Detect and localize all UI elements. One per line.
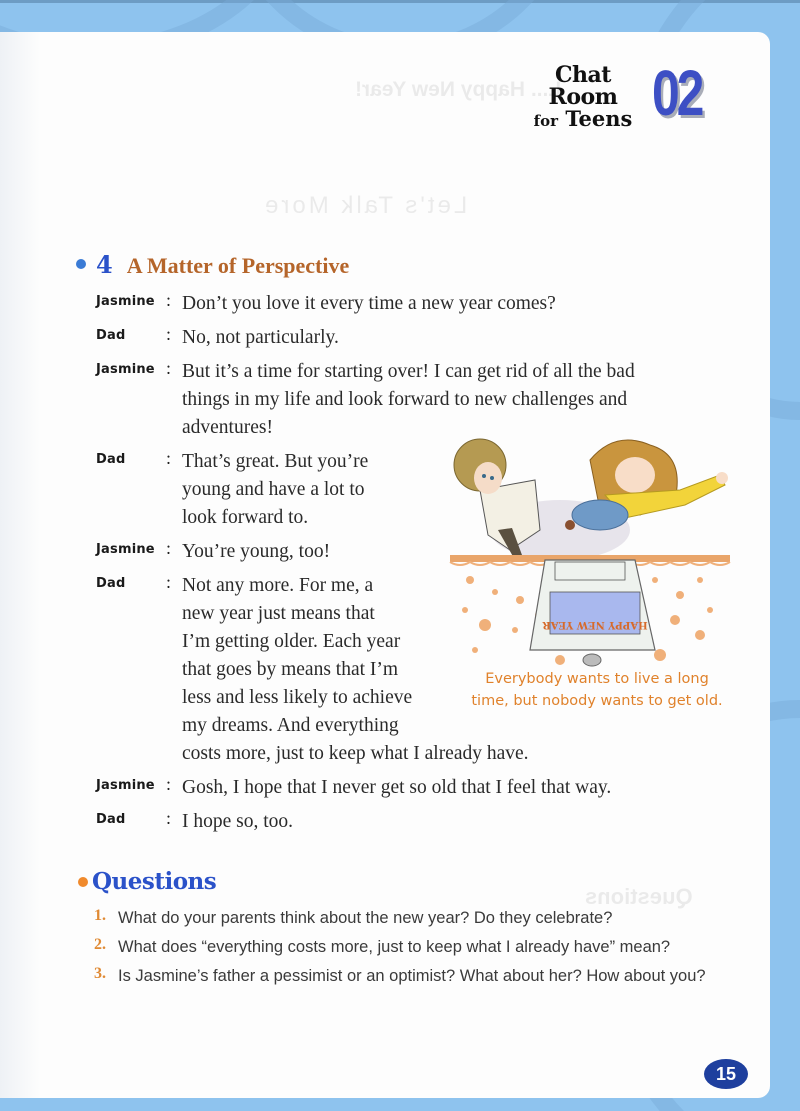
utterance <box>182 808 293 836</box>
section-number: 4 <box>96 250 113 279</box>
questions-title: Questions <box>92 868 217 895</box>
colon: : <box>166 448 172 468</box>
utterance-line: That’s great. But you’re <box>182 451 369 472</box>
utterance-line: Don’t you love it every time a new year comes? <box>182 293 556 314</box>
utterance-line: Not any more. For me, a <box>182 575 374 596</box>
series-title <box>518 64 648 132</box>
colon: : <box>166 358 172 378</box>
utterance-line: costs more, just to keep what I already have. <box>182 743 529 764</box>
binding-shadow <box>0 32 40 1098</box>
utterance-line: that goes by means that I’m <box>182 659 399 680</box>
caption-line: time, but nobody wants to get old. <box>471 693 723 709</box>
question-item <box>94 935 714 960</box>
series-title-line2 <box>518 108 648 132</box>
illustration-caption <box>462 668 732 712</box>
utterance-line: I’m getting older. Each year <box>182 631 401 652</box>
colon: : <box>166 538 172 558</box>
bullet-icon <box>78 877 88 887</box>
svg-text:HAPPY NEW YEAR: HAPPY NEW YEAR <box>542 619 648 630</box>
question-number: 3. <box>94 965 106 982</box>
dialogue-line <box>96 808 736 836</box>
dialogue-line <box>96 324 736 352</box>
question-text: Is Jasmine’s father a pessimist or an optimist? What about her? How about you? <box>118 967 706 985</box>
colon: : <box>166 808 172 828</box>
chapter-number: 02 <box>652 57 702 129</box>
utterance-line: No, not particularly. <box>182 327 339 348</box>
utterance <box>182 290 556 318</box>
question-number: 1. <box>94 907 106 924</box>
utterance-line: new year just means that <box>182 603 375 624</box>
question-item <box>94 964 714 989</box>
utterance <box>182 448 368 532</box>
section-heading <box>76 250 349 279</box>
colon: : <box>166 572 172 592</box>
speaker-name: Jasmine <box>96 294 155 309</box>
speaker-name: Dad <box>96 576 126 591</box>
happy-new-year-sign <box>530 560 655 666</box>
questions-heading <box>78 868 216 895</box>
utterance-line: But it’s a time for starting over! I can get rid of all the bad <box>182 361 635 382</box>
utterance-line: things in my life and look forward to new challenges and <box>182 389 628 410</box>
utterance <box>182 324 339 352</box>
utterance-line: Gosh, I hope that I never get so old that I feel that way. <box>182 777 612 798</box>
speaker-name: Dad <box>96 452 126 467</box>
question-number: 2. <box>94 936 106 953</box>
speaker-name: Jasmine <box>96 778 155 793</box>
questions-list <box>94 906 714 993</box>
utterance-line: I hope so, too. <box>182 811 294 832</box>
bullet-icon <box>76 259 86 269</box>
utterance-line: less and less likely to achieve <box>182 687 413 708</box>
series-title-prefix: for <box>533 112 559 130</box>
utterance <box>182 774 611 802</box>
utterance-line: my dreams. And everything <box>182 715 399 736</box>
ghost-chapter-subtitle: L... Happy New Year! <box>355 78 562 101</box>
chapter-header <box>518 57 728 131</box>
dialogue-line <box>96 290 736 318</box>
speaker-name: Dad <box>96 328 126 343</box>
utterance-line: look forward to. <box>182 507 309 528</box>
colon: : <box>166 324 172 344</box>
ghost-section-title: Let's Talk More <box>262 192 468 219</box>
illustration <box>440 420 740 670</box>
question-text: What does “everything costs more, just to keep what I already have” mean? <box>118 938 671 956</box>
colon: : <box>166 774 172 794</box>
speaker-name: Jasmine <box>96 542 155 557</box>
utterance-line: young and have a lot to <box>182 479 365 500</box>
ghost-questions-title: Questions <box>585 884 693 909</box>
top-edge <box>0 0 800 3</box>
colon: : <box>166 290 172 310</box>
speaker-name: Dad <box>96 812 126 827</box>
series-title-teens: Teens <box>565 106 633 131</box>
utterance-line: adventures! <box>182 417 273 438</box>
speaker-name: Jasmine <box>96 362 155 377</box>
dialogue-line <box>96 774 736 802</box>
caption-line: Everybody wants to live a long <box>485 671 709 687</box>
section-title: A Matter of Perspective <box>126 253 350 278</box>
page-number-badge: 15 <box>704 1059 748 1089</box>
jasmine-figure <box>565 440 728 530</box>
question-item <box>94 906 714 931</box>
question-text: What do your parents think about the new year? Do they celebrate? <box>118 909 613 927</box>
utterance-line: You’re young, too! <box>182 541 331 562</box>
utterance <box>182 538 330 566</box>
series-title-line1: Chat Room <box>548 62 618 110</box>
